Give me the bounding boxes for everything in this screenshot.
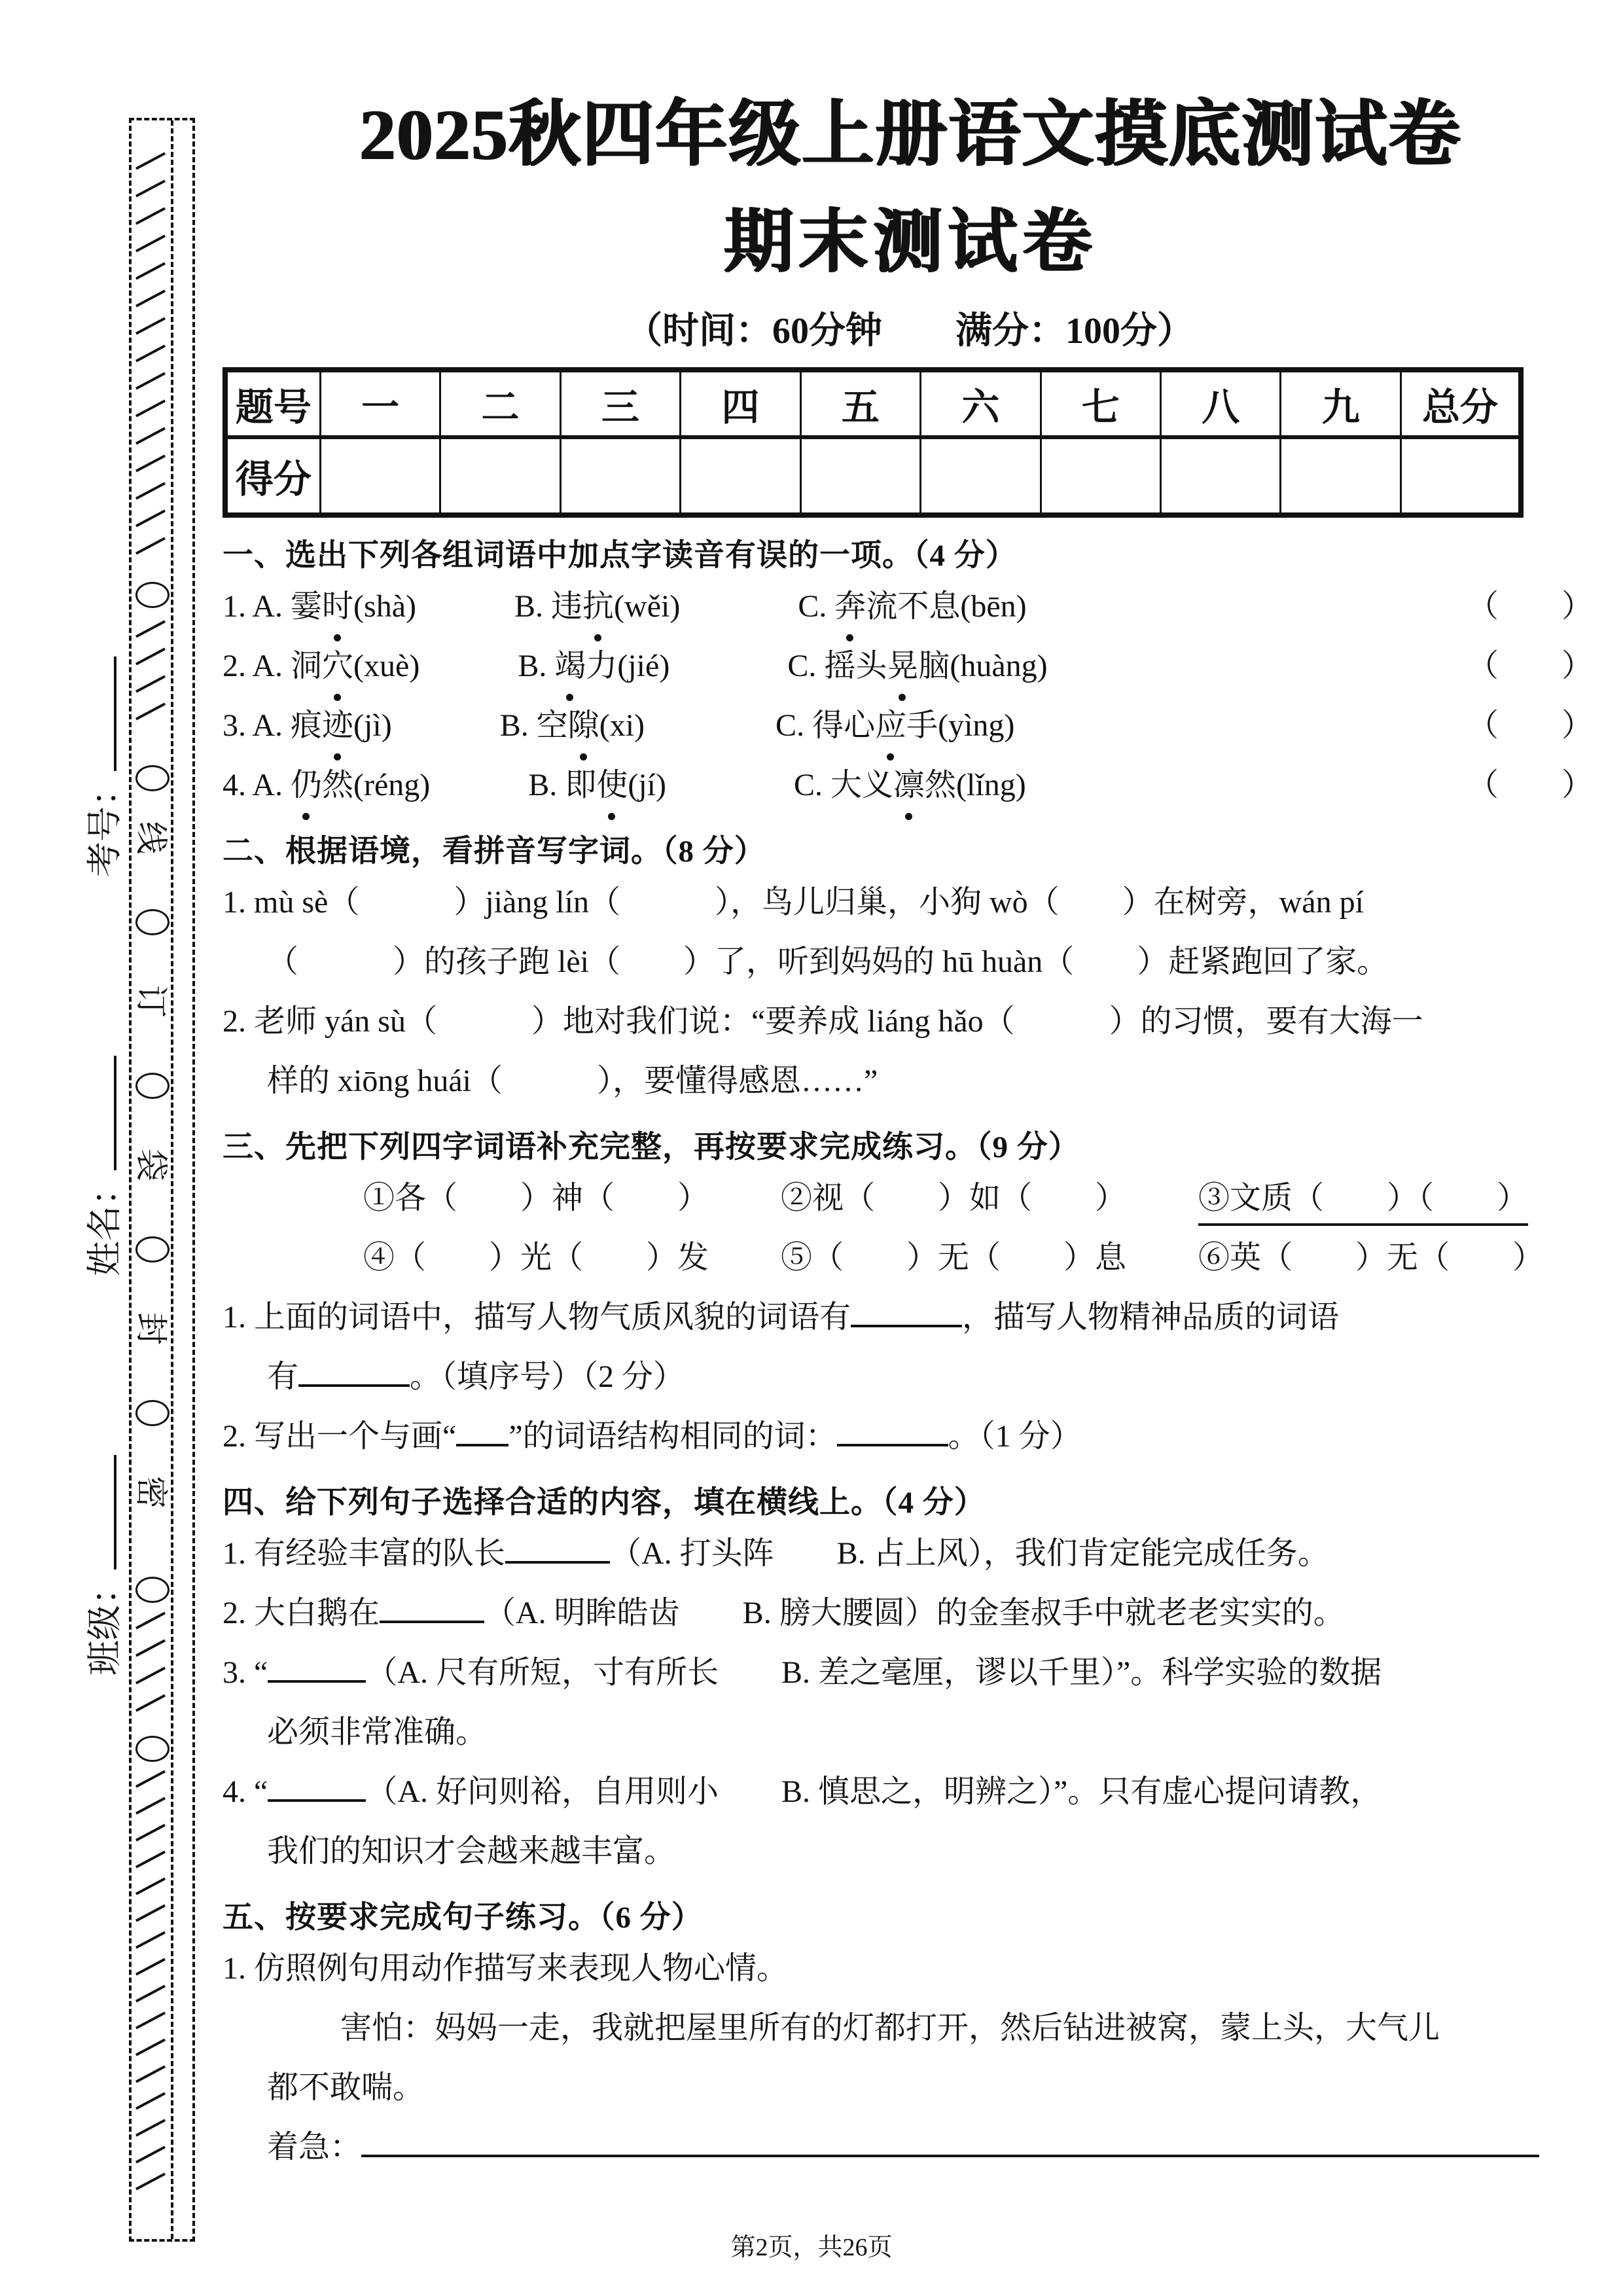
question-line (223, 1524, 1597, 1583)
text-run: （A. 打头阵 B. 占上风），我们肯定能完成任务。 (610, 1535, 1329, 1571)
slash-mark (135, 1694, 166, 1712)
section-heading: 三、先把下列四字词语补充完整，再按要求完成练习。（9 分） (223, 1130, 1080, 1164)
slash-mark (135, 620, 166, 637)
text-run: 样的 xiōng huái（ ），要懂得感恩……” (267, 1063, 878, 1098)
slash-mark (135, 289, 166, 307)
accented-char: 穴 (322, 636, 353, 696)
text-run: 4. A. (223, 767, 291, 802)
text-run: ”的词语结构相同的词： (508, 1418, 837, 1454)
slash-mark (135, 1850, 166, 1868)
exam-info-line: （时间：60分钟 满分：100分） (626, 310, 1194, 351)
score-table-header-cell: 总分 (1400, 370, 1521, 437)
score-table-cell (1281, 437, 1400, 515)
text-run: 手(yìng) (906, 708, 1015, 743)
score-table-cell (1041, 437, 1160, 515)
slash-mark (135, 2038, 166, 2056)
seal-char: 封 (133, 1312, 169, 1345)
slash-mark (135, 1984, 166, 2002)
text-run: B. (518, 648, 555, 683)
circle-mark (135, 1073, 169, 1099)
text-run: 1. 有经验丰富的队长 (223, 1535, 506, 1571)
score-table-cell (921, 437, 1041, 515)
text-run: 着急： (267, 2129, 362, 2164)
seal-char: 线 (133, 821, 169, 854)
question-line (223, 1762, 1597, 1821)
question-line (223, 1168, 1597, 1228)
blank-underline (380, 1614, 484, 1623)
slash-mark (135, 537, 166, 554)
slash-mark (135, 1666, 166, 1684)
slash-mark (135, 152, 166, 170)
question-line (223, 1347, 1597, 1407)
text-run: C. 得心 (776, 708, 876, 743)
question-line (223, 872, 1597, 932)
exam-content (223, 85, 1597, 2177)
score-table-cell (560, 437, 680, 515)
question-line (223, 755, 1597, 815)
question-sections (223, 535, 1597, 2177)
slash-mark (135, 1877, 166, 1895)
text-run: ④（ ）光（ ）发 (363, 1240, 709, 1275)
text-run: C. 大义 (793, 767, 894, 802)
question-line (223, 1583, 1597, 1643)
accented-char: 迹 (322, 696, 353, 755)
score-table-header-cell: 六 (921, 370, 1041, 437)
score-table-cell (1161, 437, 1281, 515)
score-row-label: 得分 (225, 437, 320, 515)
slash-mark (135, 454, 166, 472)
question-line (223, 992, 1597, 1051)
slash-mark (135, 2119, 166, 2136)
slash-mark (135, 207, 166, 224)
student-info-label-text: 姓名： (85, 1170, 124, 1276)
text-run: 1. mù sè（ ）jiàng lín（ ），鸟儿归巢，小狗 wò（ ）在树旁，wán pí (223, 884, 1364, 920)
score-table-cell (800, 437, 920, 515)
slash-mark (135, 2065, 166, 2083)
text-run: 流不息(bēn) (866, 588, 1027, 624)
question-line (223, 1821, 1597, 1881)
blank-underline (851, 1318, 962, 1327)
slash-mark (135, 482, 166, 499)
text-run: ①各（ ）神（ ） (363, 1180, 709, 1215)
exam-subtitle: 期末测试卷 (723, 204, 1096, 281)
slash-mark (135, 2011, 166, 2029)
text-run: 然(réng) (322, 767, 431, 802)
text-run: (jí) (628, 767, 666, 802)
score-table-header-cell: 八 (1161, 370, 1281, 437)
blank-underline (456, 1437, 508, 1446)
text-run: 4. “ (223, 1774, 268, 1809)
student-info-label-text: 班级： (85, 1570, 124, 1676)
text-run: 2. 写出一个与画“ (223, 1418, 457, 1454)
blank-underline (298, 1378, 410, 1387)
student-info-blank (109, 656, 116, 771)
text-run: （A. 明眸皓齿 B. 膀大腰圆）的金奎叔手中就老老实实的。 (484, 1595, 1345, 1630)
accented-char: 仍 (291, 755, 322, 815)
text-run: 我们的知识才会越来越丰富。 (267, 1833, 676, 1869)
question-line (223, 577, 1597, 636)
question-line (223, 1998, 1597, 2058)
text-run: （A. 好问则裕，自用则小 B. 慎思之，明辨之）”。只有虚心提问请教， (366, 1774, 1382, 1809)
slash-mark (135, 317, 166, 334)
score-table (223, 367, 1524, 518)
question-line (223, 2117, 1597, 2177)
accented-char: 时 (322, 577, 353, 636)
text-run: 3. “ (223, 1655, 268, 1690)
text-run: 1. 上面的词语中，描写人物气质风貌的词语有 (223, 1299, 851, 1335)
text-run: 2. A. 洞 (223, 648, 323, 683)
slash-mark (135, 2092, 166, 2109)
accented-char: 应 (875, 696, 906, 755)
section (223, 535, 1597, 815)
score-table-header-cell: 二 (440, 370, 560, 437)
question-line (223, 1407, 1597, 1466)
circle-mark (135, 909, 169, 935)
section-heading: 二、根据语境，看拼音写字词。（8 分） (223, 834, 766, 869)
text-run: B. 空 (499, 708, 568, 743)
student-info-label (85, 1056, 124, 1276)
blank-underline (505, 1554, 610, 1564)
question-line (223, 932, 1597, 992)
section (223, 831, 1597, 1111)
score-table-header-row (225, 370, 1521, 437)
student-info-blank (109, 1056, 116, 1170)
score-table-cell (1400, 437, 1521, 515)
text-run: （A. 尺有所短，寸有所长 B. 差之毫厘，谬以千里）”。科学实验的数据 (366, 1655, 1382, 1690)
text-run: (jì) (353, 708, 392, 743)
student-info-label (85, 656, 124, 877)
circle-mark (135, 1577, 169, 1603)
blank-underline (361, 2148, 1539, 2157)
text-run: 。（1 分） (948, 1418, 1082, 1454)
score-table-header-cell: 题号 (225, 370, 320, 437)
text-run: ③文质（ ）（ ） (1198, 1181, 1528, 1226)
slash-mark (135, 2145, 166, 2163)
slash-mark (135, 675, 166, 692)
text-run: （ ）的孩子跑 lèi（ ）了，听到妈妈的 hū huàn（ ）赶紧跑回了家。 (267, 944, 1389, 979)
text-run: (xuè) (353, 648, 420, 683)
slash-mark (135, 2172, 166, 2190)
slash-mark (135, 262, 166, 279)
section-heading: 五、按要求完成句子练习。（6 分） (223, 1900, 703, 1935)
slash-mark (135, 1639, 166, 1657)
score-table-header-cell: 九 (1281, 370, 1400, 437)
slash-mark (135, 1770, 166, 1787)
score-table-header-cell: 一 (320, 370, 440, 437)
answer-parens: （ ） (1467, 588, 1593, 624)
question-line (223, 696, 1597, 755)
question-line (223, 636, 1597, 696)
section-heading: 一、选出下列各组词语中加点字读音有误的一项。（4 分） (223, 538, 1017, 573)
section (223, 1482, 1597, 1881)
question-line (223, 1643, 1597, 1702)
accented-char: 凛 (893, 755, 925, 815)
text-run: 然(lǐng) (925, 767, 1026, 802)
page-footer: 第2页，共26页 (730, 2234, 893, 2261)
accented-char: 抗 (582, 577, 614, 636)
question-line (223, 1051, 1597, 1111)
question-line (223, 1287, 1597, 1347)
score-table-header-cell: 五 (800, 370, 920, 437)
exam-title: 2025秋四年级上册语文摸底测试卷 (359, 95, 1461, 175)
slash-mark (135, 234, 166, 252)
accented-char: 使 (596, 755, 628, 815)
text-run: 都不敢喘。 (267, 2070, 425, 2105)
accented-char: 隙 (568, 696, 599, 755)
text-run: 。（填序号）（2 分） (410, 1359, 685, 1394)
circle-mark (135, 1400, 169, 1426)
slash-mark (135, 179, 166, 197)
slash-mark (135, 372, 166, 389)
score-table-score-row (225, 437, 1521, 515)
text-run: 1. A. 霎 (223, 588, 323, 624)
slash-mark (135, 1611, 166, 1629)
student-info-label (85, 1455, 124, 1676)
circle-mark (135, 582, 169, 608)
blank-underline (837, 1437, 948, 1446)
accented-char: 竭 (554, 636, 586, 696)
slash-mark (135, 399, 166, 417)
answer-parens: （ ） (1467, 708, 1593, 743)
seal-strip-divider (171, 120, 173, 2239)
text-run: B. 即 (528, 767, 597, 802)
slash-mark (135, 647, 166, 665)
text-run: 力(jié) (586, 648, 670, 683)
question-line (223, 2058, 1597, 2117)
score-table-header-cell: 七 (1041, 370, 1160, 437)
circle-mark (135, 1736, 169, 1762)
score-table-cell (681, 437, 800, 515)
blank-underline (268, 1793, 366, 1802)
score-table-header-cell: 四 (681, 370, 800, 437)
slash-mark (135, 1823, 166, 1841)
seal-line-strip (129, 118, 195, 2242)
seal-char: 密 (133, 1476, 169, 1509)
seal-char: 订 (133, 985, 169, 1018)
circle-mark (135, 1236, 169, 1263)
text-run: 必须非常准确。 (267, 1714, 488, 1749)
section (223, 1897, 1597, 2177)
text-run: ②视（ ）如（ ） (781, 1180, 1127, 1215)
slash-mark (135, 1958, 166, 1975)
text-run: 有 (267, 1359, 299, 1394)
slash-mark (135, 509, 166, 527)
student-info-label-text: 考号： (85, 771, 124, 877)
text-run: (shà) (353, 588, 416, 624)
text-run: B. 违 (514, 588, 583, 624)
slash-mark (135, 1797, 166, 1814)
slash-mark (135, 1904, 166, 1922)
text-run: 3. A. 痕 (223, 708, 323, 743)
question-line (223, 1228, 1597, 1287)
text-run: 2. 大白鹅在 (223, 1595, 380, 1630)
text-run: 1. 仿照例句用动作描写来表现人物心情。 (223, 1950, 789, 1986)
slash-mark (135, 702, 166, 720)
text-run: (wěi) (614, 588, 681, 624)
section-heading: 四、给下列句子选择合适的内容，填在横线上。（4 分） (223, 1485, 986, 1520)
answer-parens: （ ） (1467, 648, 1593, 683)
score-table-header-cell: 三 (560, 370, 680, 437)
blank-underline (268, 1674, 366, 1683)
text-run: (xi) (599, 708, 645, 743)
text-run: 2. 老师 yán sù（ ）地对我们说：“要养成 liáng hǎo（ ）的习惯，要有大海一 (223, 1003, 1423, 1039)
score-table-cell (440, 437, 560, 515)
text-run: ，描写人物精神品质的词语 (962, 1299, 1340, 1335)
text-run: ⑤（ ）无（ ）息 (781, 1240, 1127, 1275)
slash-mark (135, 1931, 166, 1948)
answer-parens: （ ） (1467, 767, 1593, 802)
text-run: C. 摇头 (787, 648, 887, 683)
slash-mark (135, 344, 166, 362)
score-table-cell (320, 437, 440, 515)
question-line (223, 1702, 1597, 1762)
section (223, 1126, 1597, 1466)
circle-mark (135, 765, 169, 791)
student-info-blank (109, 1455, 116, 1570)
accented-char: 晃 (887, 636, 918, 696)
text-run: 害怕：妈妈一走，我就把屋里所有的灯都打开，然后钻进被窝，蒙上头，大气儿 (340, 2010, 1440, 2045)
slash-mark (135, 427, 166, 444)
question-line (223, 1939, 1597, 1998)
text-run: ⑥英（ ）无（ ） (1198, 1240, 1544, 1275)
text-run: 脑(huàng) (918, 648, 1048, 683)
text-run: C. (798, 588, 835, 624)
accented-char: 奔 (834, 577, 866, 636)
seal-char: 袋 (133, 1149, 169, 1181)
